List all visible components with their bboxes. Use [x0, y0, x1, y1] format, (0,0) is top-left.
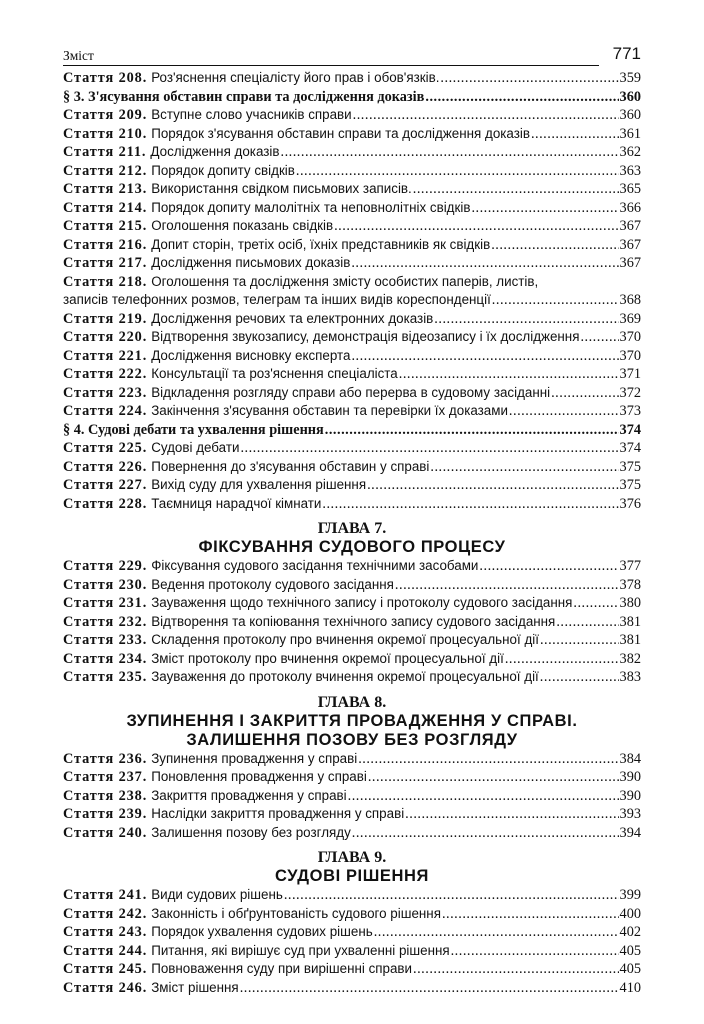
toc-entry — [63, 199, 641, 218]
toc-entry — [63, 365, 641, 384]
dot-leader — [348, 787, 619, 806]
toc-entry — [63, 594, 641, 613]
article-title: Порядок допиту малолітніх та неповнолітніх свідків — [151, 199, 471, 215]
dot-leader — [434, 310, 618, 329]
article-page: 363 — [619, 162, 641, 179]
article-title: Оголошення та дослідження змісту особистих паперів, листів, — [151, 273, 539, 289]
article-page: 402 — [619, 924, 641, 940]
article-page: 377 — [619, 558, 641, 574]
toc-entry — [63, 347, 641, 366]
dot-leader — [556, 613, 618, 632]
article-number: Стаття 219. — [63, 310, 148, 327]
table-of-contents — [63, 69, 641, 997]
article-page: 381 — [619, 613, 641, 630]
article-number: Стаття 212. — [63, 162, 148, 179]
dot-leader — [352, 824, 619, 843]
article-page: 367 — [619, 236, 641, 253]
chapter-title: СУДОВІ РІШЕННЯ — [274, 867, 430, 885]
dot-leader — [284, 886, 619, 905]
article-number: Стаття 222. — [63, 366, 148, 382]
article-page: 360 — [619, 107, 641, 123]
article-page: 381 — [619, 632, 641, 648]
dot-leader — [442, 905, 619, 924]
article-page: 366 — [619, 199, 641, 216]
dot-leader — [551, 384, 618, 403]
dot-leader — [325, 421, 619, 440]
dot-leader — [430, 458, 618, 477]
toc-entry — [63, 476, 641, 495]
dot-leader — [540, 668, 619, 687]
dot-leader — [573, 594, 618, 613]
article-number: Стаття 233. — [63, 632, 148, 648]
article-number: Стаття 245. — [63, 961, 148, 977]
article-page: 410 — [619, 979, 641, 996]
article-page: 394 — [619, 824, 641, 841]
chapter-title: ЗУПИНЕННЯ І ЗАКРИТТЯ ПРОВАДЖЕННЯ У СПРАВІ. — [126, 711, 578, 730]
dot-leader — [531, 125, 619, 144]
toc-entry — [63, 960, 641, 979]
chapter-heading — [63, 513, 641, 557]
article-page: 375 — [619, 458, 641, 475]
article-number: Стаття 232. — [63, 613, 148, 630]
article-title: Види судових рішень — [151, 887, 283, 902]
article-title: Відтворення звукозапису, демонстрація відеозапису і їх дослідження — [151, 329, 580, 344]
article-title: Поновлення провадження у справі — [151, 769, 367, 784]
article-title: Питання, які вирішує суд при ухваленні рішення — [151, 942, 450, 958]
chapter-label: ГЛАВА 8. — [317, 693, 387, 711]
article-number: Стаття 214. — [63, 199, 148, 216]
dot-leader — [405, 805, 618, 824]
article-number: Стаття 243. — [63, 924, 148, 940]
article-title: Використання свідком письмових записів. — [151, 181, 412, 196]
article-title: Відкладення розгляду справи або перерва в судовому засіданні — [151, 384, 551, 400]
toc-section — [63, 421, 641, 440]
running-header — [63, 44, 641, 70]
header-rule — [63, 65, 599, 66]
article-title: Зупинення провадження у справі — [151, 750, 358, 766]
toc-entry — [63, 905, 641, 924]
toc-entry — [63, 557, 641, 576]
toc-entry — [63, 439, 641, 458]
dot-leader — [413, 960, 619, 979]
toc-entry — [63, 402, 641, 421]
section-page: 374 — [619, 421, 641, 438]
toc-entry — [63, 143, 641, 162]
section-title: § 3. З'ясування обставин справи та дослідження доказів — [63, 88, 425, 105]
article-number: Стаття 244. — [63, 942, 148, 959]
section-title: § 4. Судові дебати та ухвалення рішення — [63, 421, 324, 438]
page-number: 771 — [612, 44, 641, 63]
dot-leader — [374, 923, 619, 942]
article-page: 370 — [619, 347, 641, 364]
article-page: 370 — [619, 329, 641, 345]
article-page: 390 — [619, 769, 641, 785]
dot-leader — [334, 217, 618, 236]
article-page: 378 — [619, 576, 641, 593]
chapter-heading — [63, 687, 641, 750]
article-title: Зміст рішення — [151, 979, 239, 995]
article-page: 384 — [619, 750, 641, 767]
article-page: 362 — [619, 144, 641, 160]
article-number: Стаття 223. — [63, 384, 148, 401]
article-number: Стаття 242. — [63, 905, 148, 922]
article-number: Стаття 235. — [63, 669, 148, 685]
article-number: Стаття 240. — [63, 824, 148, 841]
toc-entry — [63, 750, 641, 769]
article-title: Дослідження доказів — [150, 144, 280, 159]
chapter-heading — [63, 842, 641, 886]
running-header-title: Зміст — [63, 48, 94, 63]
article-number: Стаття 237. — [63, 769, 148, 785]
article-page: 371 — [619, 366, 641, 382]
article-title: Порядок ухвалення судових рішень — [151, 924, 373, 939]
article-page: 399 — [619, 887, 641, 903]
article-title: Зауваження до протоколу вчинення окремої процесуальної дії — [151, 669, 539, 684]
article-title: Складення протоколу про вчинення окремої процесуальної дії — [151, 632, 539, 647]
dot-leader — [296, 162, 619, 181]
dot-leader — [425, 88, 618, 107]
toc-entry — [63, 180, 641, 199]
article-number: Стаття 238. — [63, 787, 148, 804]
article-title: Роз'яснення спеціалісту його прав і обов'язків. — [151, 70, 440, 85]
article-number: Стаття 246. — [63, 979, 148, 996]
article-title: Повноваження суду при вирішенні справи — [151, 961, 413, 976]
article-number: Стаття 220. — [63, 329, 148, 345]
toc-entry — [63, 768, 641, 787]
toc-entry — [63, 631, 641, 650]
dot-leader — [491, 236, 618, 255]
toc-entry — [63, 69, 641, 88]
article-title: Дослідження речових та електронних доказів — [151, 310, 434, 326]
dot-leader — [322, 495, 618, 514]
article-number: Стаття 225. — [63, 440, 148, 456]
dot-leader — [580, 328, 618, 347]
article-title: Судові дебати — [151, 440, 240, 455]
toc-entry — [63, 668, 641, 687]
toc-entry — [63, 942, 641, 961]
article-title: Відтворення та копіювання технічного запису судового засідання — [151, 613, 556, 629]
article-number: Стаття 210. — [63, 125, 148, 142]
article-number: Стаття 221. — [63, 347, 148, 364]
article-title: Оголошення показань свідків — [151, 218, 334, 233]
article-number: Стаття 211. — [63, 144, 147, 160]
dot-leader — [451, 942, 619, 961]
dot-leader — [471, 199, 618, 218]
toc-entry — [63, 217, 641, 236]
toc-section — [63, 88, 641, 107]
article-number: Стаття 227. — [63, 477, 148, 493]
toc-entry — [63, 979, 641, 998]
dot-leader — [358, 750, 618, 769]
article-number: Стаття 236. — [63, 750, 148, 767]
toc-entry-continuation — [63, 291, 641, 310]
dot-leader — [351, 347, 618, 366]
article-number: Стаття 229. — [63, 558, 148, 574]
article-title: Фіксування судового засідання технічними засобами — [151, 558, 479, 573]
article-number: Стаття 217. — [63, 255, 148, 271]
article-page: 359 — [619, 70, 641, 86]
article-number: Стаття 208. — [63, 70, 148, 86]
article-title: Дослідження письмових доказів — [151, 255, 351, 270]
toc-entry — [63, 613, 641, 632]
article-page: 368 — [619, 292, 641, 308]
toc-entry — [63, 254, 641, 273]
toc-entry — [63, 886, 641, 905]
article-title: Закінчення з'ясування обставин та перевірки їх доказами — [151, 403, 508, 418]
toc-entry — [63, 236, 641, 255]
article-number: Стаття 228. — [63, 495, 148, 512]
article-number: Стаття 230. — [63, 576, 148, 593]
toc-entry — [63, 273, 641, 292]
dot-leader — [240, 439, 618, 458]
toc-entry — [63, 824, 641, 843]
article-title: Консультації та роз'яснення спеціаліста — [151, 366, 398, 381]
article-title: Вступне слово учасників справи — [151, 107, 352, 122]
toc-entry — [63, 805, 641, 824]
article-page: 373 — [619, 403, 641, 419]
article-title: Повернення до з'ясування обставин у справі — [151, 458, 430, 474]
toc-entry — [63, 650, 641, 669]
article-title: Порядок допиту свідків — [151, 162, 295, 178]
toc-entry — [63, 310, 641, 329]
article-number: Стаття 234. — [63, 650, 148, 667]
article-number: Стаття 241. — [63, 887, 148, 903]
dot-leader — [440, 69, 618, 88]
article-title: Вихід суду для ухвалення рішення — [151, 477, 367, 492]
article-number: Стаття 209. — [63, 107, 148, 123]
toc-entry — [63, 923, 641, 942]
article-title: Зміст протоколу про вчинення окремої процесуальної дії — [151, 650, 504, 666]
article-title: Порядок з'ясування обставин справи та дослідження доказів — [151, 125, 530, 141]
article-number: Стаття 216. — [63, 236, 148, 253]
article-page: 405 — [619, 961, 641, 977]
article-page: 374 — [619, 440, 641, 456]
dot-leader — [505, 650, 619, 669]
dot-leader — [413, 180, 619, 199]
article-page: 376 — [619, 495, 641, 512]
article-title: Зауваження щодо технічного запису і протоколу судового засідання — [151, 595, 573, 610]
article-title: Дослідження висновку експерта — [151, 347, 351, 363]
article-number: Стаття 215. — [63, 218, 148, 234]
toc-entry — [63, 458, 641, 477]
article-title: Законність і обґрунтованість судового рішення — [151, 905, 441, 921]
dot-leader — [368, 768, 619, 787]
article-page: 393 — [619, 806, 641, 822]
article-page: 390 — [619, 787, 641, 804]
article-page: 367 — [619, 255, 641, 271]
article-page: 383 — [619, 669, 641, 685]
toc-entry — [63, 328, 641, 347]
article-page: 365 — [619, 181, 641, 197]
toc-entry — [63, 162, 641, 181]
article-number: Стаття 218. — [63, 273, 148, 290]
dot-leader — [367, 476, 618, 495]
dot-leader — [540, 631, 619, 650]
article-title: Закриття провадження у справі — [151, 787, 347, 803]
dot-leader — [479, 557, 618, 576]
article-page: 369 — [619, 310, 641, 327]
article-number: Стаття 226. — [63, 458, 148, 475]
article-number: Стаття 213. — [63, 181, 148, 197]
section-page: 360 — [619, 88, 641, 105]
article-page: 380 — [619, 595, 641, 611]
article-page: 367 — [619, 218, 641, 234]
dot-leader — [509, 402, 619, 421]
dot-leader — [399, 365, 619, 384]
article-number: Стаття 224. — [63, 403, 148, 419]
article-number: Стаття 239. — [63, 806, 148, 822]
toc-entry — [63, 125, 641, 144]
chapter-title: ЗАЛИШЕННЯ ПОЗОВУ БЕЗ РОЗГЛЯДУ — [186, 730, 518, 749]
article-number: Стаття 231. — [63, 595, 148, 611]
dot-leader — [281, 143, 619, 162]
article-page: 405 — [619, 942, 641, 959]
article-page: 361 — [619, 125, 641, 142]
article-page: 372 — [619, 384, 641, 401]
dot-leader — [351, 254, 618, 273]
toc-entry — [63, 106, 641, 125]
toc-entry — [63, 576, 641, 595]
article-title: Залишення позову без розгляду — [151, 824, 351, 840]
article-title-continued: записів телефонних розмов, телеграм та інших видів кореспонденції — [63, 292, 491, 307]
toc-entry — [63, 384, 641, 403]
article-page: 375 — [619, 477, 641, 493]
dot-leader — [395, 576, 619, 595]
dot-leader — [492, 291, 619, 310]
dot-leader — [353, 106, 619, 125]
article-title: Ведення протоколу судового засідання — [151, 576, 394, 592]
chapter-label: ГЛАВА 7. — [317, 520, 387, 537]
toc-entry — [63, 495, 641, 514]
article-title: Таємниця нарадчої кімнати — [151, 495, 322, 511]
article-page: 382 — [619, 650, 641, 667]
dot-leader — [240, 979, 619, 998]
article-title: Допит сторін, третіх осіб, їхніх представників як свідків — [151, 236, 491, 252]
chapter-label: ГЛАВА 9. — [317, 849, 387, 866]
toc-entry — [63, 787, 641, 806]
article-title: Наслідки закриття провадження у справі — [151, 806, 405, 821]
chapter-title: ФІКСУВАННЯ СУДОВОГО ПРОЦЕСУ — [198, 538, 506, 556]
article-page: 400 — [619, 905, 641, 922]
